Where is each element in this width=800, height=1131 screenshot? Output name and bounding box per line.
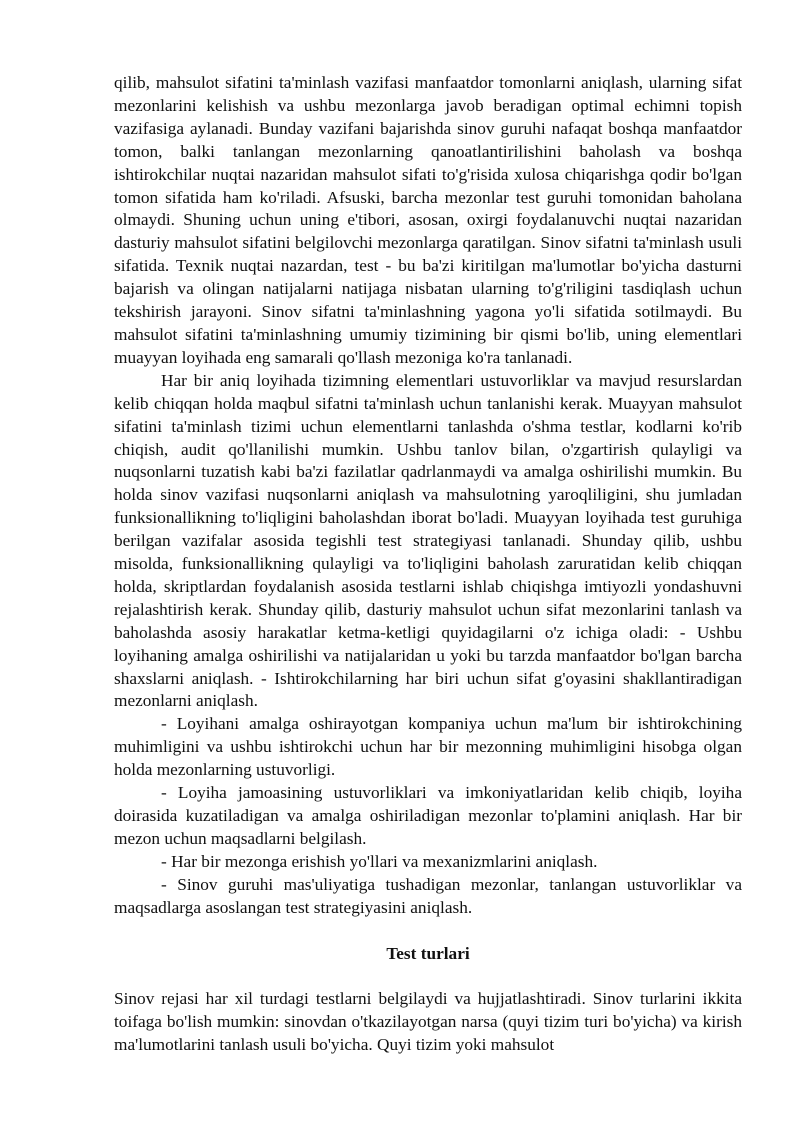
document-page xyxy=(114,72,742,1057)
paragraph-priorities: Har bir aniq loyihada tizimning elementlari ustuvorliklar va mavjud resurslardan kelib chiqqan holda maqbul sifatni ta'minlash uchun tanlanishi kerak. Muayyan mahsulot sifatini ta'minlash tizimi uchun elementlarni tanlashda o'shma testlar, kodlarni ko'rib chiqish, audit qo'llanilishi mumkin. Ushbu tanlov bilan, o'zgartirish qulayligi va nuqsonlarni tuzatish kabi ba'zi fazilatlar qadrlanmaydi va amalga oshirilishi mumkin. Bu holda sinov vazifasi nuqsonlarni aniqlash va mahsulotning yaroqliligini, shu jumladan funksionallikning to'liqligini baholashdan iborat bo'ladi. Muayyan loyihada test guruhiga berilgan vazifalar asosida tegishli test strategiyasi tanlanadi. Shunday qilib, ushbu misolda, funksionallikning qulayligi va to'liqligini baholash zaruratidan kelib chiqqan holda, skriptlardan foydalanish asosida testlarni ishlab chiqishga imtiyozli yondashuvni rejalashtirish kerak. Shunday qilib, dasturiy mahsulot uchun sifat mezonlarini tanlash va baholashda asosiy harakatlar ketma-ketligi quyidagilarni o'z ichiga oladi: - Ushbu loyihaning amalga oshirilishi va natijalaridan u yoki bu tarzda manfaatdor bo'lgan barcha shaxslarni aniqlash. - Ishtirokchilarning har biri uchun sifat g'oyasini shakllantiradigan mezonlarni aniqlash. xyxy=(114,370,742,711)
list-item-test-strategy: - Sinov guruhi mas'uliyatiga tushadigan mezonlar, tanlangan ustuvorliklar va maqsadlarga asoslangan test strategiyasini aniqlash. xyxy=(114,874,742,917)
list-item-criteria-set: - Loyiha jamoasining ustuvorliklari va imkoniyatlaridan kelib chiqib, loyiha doirasida kuzatiladigan va amalga oshiriladigan mezonlar to'plamini aniqlash. Har bir mezon uchun maqsadlarni belgilash. xyxy=(114,783,742,848)
list-item-criteria-priority: - Loyihani amalga oshirayotgan kompaniya uchun ma'lum bir ishtirokchining muhimligini va ushbu ishtirokchi uchun har bir mezonning muhimligini hisobga olgan holda mezonlarning ustuvorligi. xyxy=(114,714,742,780)
section-heading: Test turlari xyxy=(386,943,470,963)
paragraph-test-types: Sinov rejasi har xil turdagi testlarni belgilaydi va hujjatlashtiradi. Sinov turlarini ikkita toifaga bo'lish mumkin: sinovdan o'tkazilayotgan narsa (quyi tizim turi bo'yicha) va kirish ma'lumotlarini tanlash usuli bo'yicha. Quyi tizim yoki mahsulot xyxy=(114,989,742,1055)
paragraph-intro: qilib, mahsulot sifatini ta'minlash vazifasi manfaatdor tomonlarni aniqlash, ularning sifat mezonlarini kelishish va ushbu mezonlarga javob beradigan optimal echimni topish vazifasiga aylanadi. Bunday vazifani bajarishda sinov guruhi nafaqat boshqa manfaatdor tomon, balki tanlangan mezonlarning qanoatlantirilishini baholash va boshqa ishtirokchilar nuqtai nazaridan mahsulot sifati to'g'risida xulosa chiqarishga qodir bo'lgan tomon sifatida ham ko'riladi. Afsuski, barcha mezonlar test guruhi tomonidan baholana olmaydi. Shuning uchun uning e'tibori, asosan, oxirgi foydalanuvchi nuqtai nazaridan dasturiy mahsulot sifatini belgilovchi mezonlarga qaratilgan. Sinov sifatni ta'minlash usuli sifatida. Texnik nuqtai nazardan, test - bu ba'zi kiritilgan ma'lumotlar bo'yicha dasturni bajarish va olingan natijalarni natijaga nisbatan ularning to'g'riligini tasdiqlash uchun tekshirish jarayoni. Sinov sifatni ta'minlashning yagona yo'li sifatida sotilmaydi. Bu mahsulot sifatini ta'minlashning umumiy tizimining bir qismi bo'lib, uning elementlari muayyan loyihada eng samarali qo'llash mezoniga ko'ra tanlanadi. xyxy=(114,73,742,367)
list-item-mechanisms: - Har bir mezonga erishish yo'llari va mexanizmlarini aniqlash. xyxy=(161,851,598,871)
